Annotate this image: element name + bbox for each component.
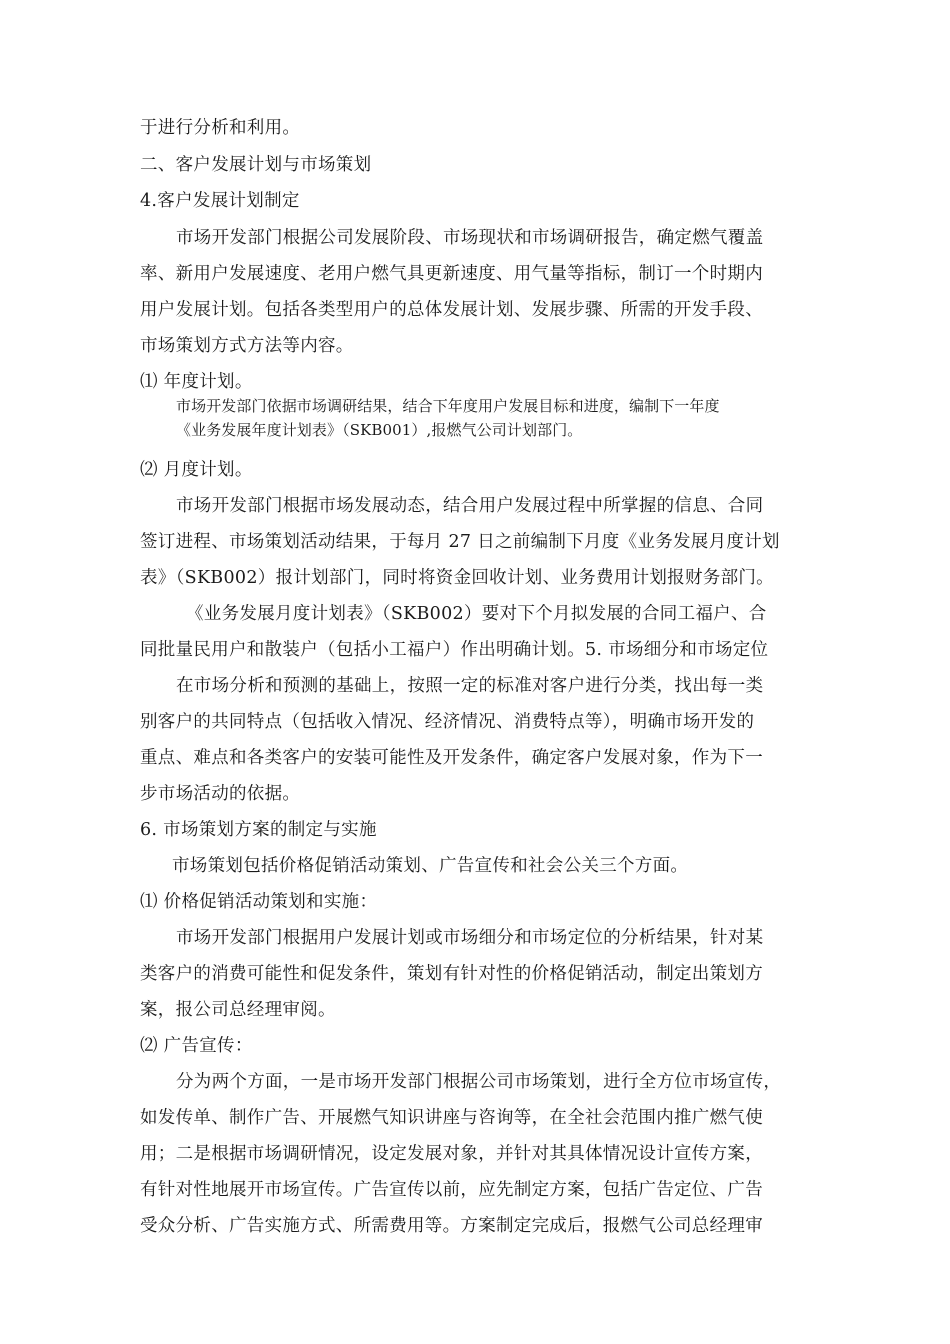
text-line: 市场开发部门根据公司发展阶段、市场现状和市场调研报告，确定燃气覆盖 <box>176 228 764 248</box>
text-line: 《业务发展年度计划表》（SKB001）,报燃气公司计划部门。 <box>176 421 583 439</box>
text-line: 案，报公司总经理审阅。 <box>140 1000 336 1020</box>
text-line: 《业务发展月度计划表》（SKB002）要对下个月拟发展的合同工福户、合 <box>186 604 767 624</box>
list-item-heading: ⑴ 价格促销活动策划和实施： <box>140 892 378 912</box>
subsection-heading: 6. 市场策划方案的制定与实施 <box>140 820 377 840</box>
text-line: 重点、难点和各类客户的安装可能性及开发条件，确定客户发展对象，作为下一 <box>140 748 763 768</box>
text-line: 步市场活动的依据。 <box>140 784 301 804</box>
text-line: 市场开发部门根据市场发展动态，结合用户发展过程中所掌握的信息、合同 <box>176 496 764 516</box>
text-line: 有针对性地展开市场宣传。广告宣传以前，应先制定方案，包括广告定位、广告 <box>140 1180 763 1200</box>
text-line: 市场策划方式方法等内容。 <box>140 336 354 356</box>
text-line: 签订进程、市场策划活动结果，于每月 27 日之前编制下月度《业务发展月度计划 <box>140 532 780 552</box>
text-line: 如发传单、制作广告、开展燃气知识讲座与咨询等，在全社会范围内推广燃气使 <box>140 1108 763 1128</box>
text-line: 用；二是根据市场调研情况，设定发展对象，并针对其具体情况设计宣传方案， <box>140 1144 763 1164</box>
text-line: 率、新用户发展速度、老用户燃气具更新速度、用气量等指标，制订一个时期内 <box>140 264 763 284</box>
text-line: 用户发展计划。包括各类型用户的总体发展计划、发展步骤、所需的开发手段、 <box>140 300 763 320</box>
text-line: 市场开发部门依据市场调研结果，结合下年度用户发展目标和进度，编制下一年度 <box>176 397 720 415</box>
text-line: 分为两个方面，一是市场开发部门根据公司市场策划，进行全方位市场宣传， <box>176 1072 782 1092</box>
text-line: 受众分析、广告实施方式、所需费用等。方案制定完成后，报燃气公司总经理审 <box>140 1216 763 1236</box>
section-heading: 二、客户发展计划与市场策划 <box>140 155 372 175</box>
list-item-heading: ⑵ 月度计划。 <box>140 460 253 480</box>
text-line: 于进行分析和利用。 <box>140 118 301 138</box>
text-line: 市场策划包括价格促销活动策划、广告宣传和社会公关三个方面。 <box>172 856 689 876</box>
text-line: 别客户的共同特点（包括收入情况、经济情况、消费特点等），明确市场开发的 <box>140 712 755 732</box>
list-item-heading: ⑵ 广告宣传： <box>140 1036 253 1056</box>
text-line: 同批量民用户和散装户（包括小工福户）作出明确计划。5. 市场细分和市场定位 <box>140 640 769 660</box>
text-line: 在市场分析和预测的基础上，按照一定的标准对客户进行分类，找出每一类 <box>176 676 764 696</box>
text-line: 市场开发部门根据用户发展计划或市场细分和市场定位的分析结果，针对某 <box>176 928 764 948</box>
text-line: 表》（SKB002）报计划部门，同时将资金回收计划、业务费用计划报财务部门。 <box>140 568 774 588</box>
text-line: 类客户的消费可能性和促发条件，策划有针对性的价格促销活动，制定出策划方 <box>140 964 763 984</box>
subsection-heading: 4.客户发展计划制定 <box>140 191 300 211</box>
list-item-heading: ⑴ 年度计划。 <box>140 372 253 392</box>
